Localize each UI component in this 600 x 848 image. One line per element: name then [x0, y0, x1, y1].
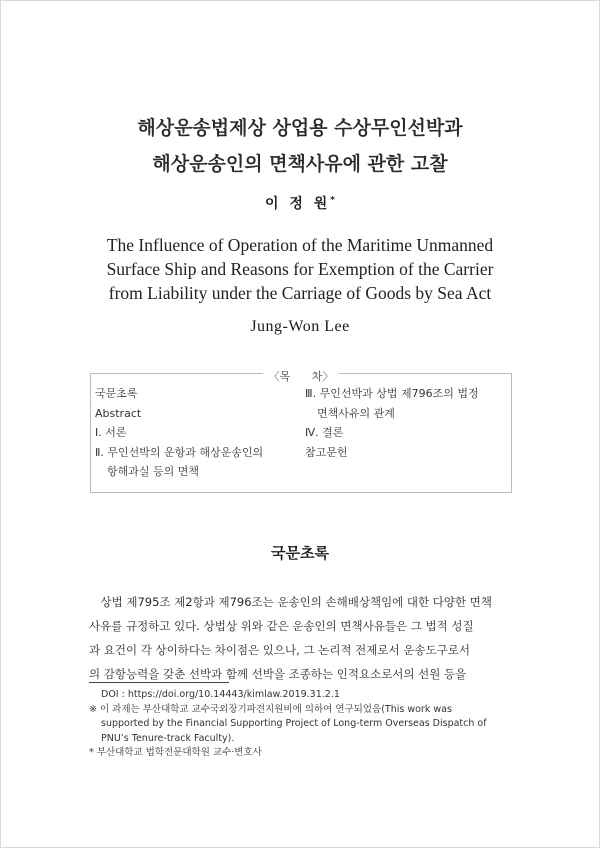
abstract-body	[89, 590, 512, 686]
toc-item-label: Ⅲ. 무인선박과 상법 제796조의 법정	[305, 387, 479, 400]
toc-item	[95, 404, 305, 424]
toc-item-label: 국문초록	[95, 387, 138, 400]
footnote-divider	[89, 682, 229, 683]
toc-item	[305, 423, 510, 443]
english-title-line-3: from Liability under the Carriage of Goods by Sea Act	[108, 283, 492, 303]
author-korean-name: 이 정 원	[264, 196, 331, 212]
korean-title-line-2: 해상운송인의 면책사유에 관한 고찰	[152, 153, 448, 175]
funding-footnote-line-3: PNU’s Tenure-track Faculty).	[101, 732, 235, 744]
toc-item-label: Ⅱ. 무인선박의 운항과 해상운송인의	[95, 445, 264, 459]
toc-item-label: Abstract	[95, 406, 142, 420]
toc-left-column	[95, 384, 305, 482]
abstract-line: 의 감항능력을 갖춘 선박과 함께 선박을 조종하는 인적요소로서의 선원 등을	[89, 667, 467, 681]
toc-item-continuation: 항해과실 등의 면책	[107, 465, 200, 478]
affiliation-footnote: * 부산대학교 법학전문대학원 교수·변호사	[89, 747, 262, 758]
toc-item-label: 참고문헌	[305, 445, 348, 459]
toc-right-column	[305, 384, 510, 462]
abstract-heading: 국문초록	[271, 544, 329, 562]
doi-footnote: DOI : https://doi.org/10.14443/kimlaw.2019.31.2.1	[101, 689, 340, 700]
author-footnote-mark: *	[330, 195, 336, 206]
abstract-line: 과 요건이 각 상이하다는 차이점은 있으나, 그 논리적 전제로서 운송도구로서	[89, 643, 470, 657]
toc-item-continuation: 면책사유의 관계	[317, 406, 395, 420]
abstract-line: 상법 제795조 제2항과 제796조는 운송인의 손해배상책임에 대한 다양한 면책	[89, 595, 493, 609]
toc-item-label: Ⅰ. 서론	[95, 426, 127, 439]
table-of-contents	[90, 370, 512, 493]
english-title	[60, 233, 540, 305]
korean-title	[0, 110, 600, 182]
korean-title-line-1: 해상운송법제상 상업용 수상무인선박과	[137, 117, 463, 139]
abstract-line: 사유를 규정하고 있다. 상법상 위와 같은 운송인의 면책사유들은 그 법적 성질	[89, 619, 474, 633]
toc-item	[95, 423, 305, 443]
toc-item	[305, 443, 510, 463]
author-english: Jung-Won Lee	[250, 318, 350, 335]
author-korean	[0, 193, 600, 213]
footnotes	[89, 688, 512, 761]
toc-heading-label: 〈목 차〉	[263, 370, 340, 383]
toc-item	[305, 384, 510, 423]
toc-item	[95, 443, 305, 482]
toc-heading	[91, 365, 511, 384]
toc-item	[95, 384, 305, 404]
funding-footnote-line-1: ※ 이 과제는 부산대학교 교수국외장기파견지원비에 의하여 연구되었음(This work was	[89, 703, 452, 715]
english-title-line-1: The Influence of Operation of the Maritime Unmanned	[106, 235, 494, 255]
english-title-line-2: Surface Ship and Reasons for Exemption of the Carrier	[106, 259, 494, 279]
toc-item-label: Ⅳ. 결론	[305, 426, 344, 439]
funding-footnote-line-2: supported by the Financial Supporting Project of Long-term Overseas Dispatch of	[101, 718, 487, 729]
